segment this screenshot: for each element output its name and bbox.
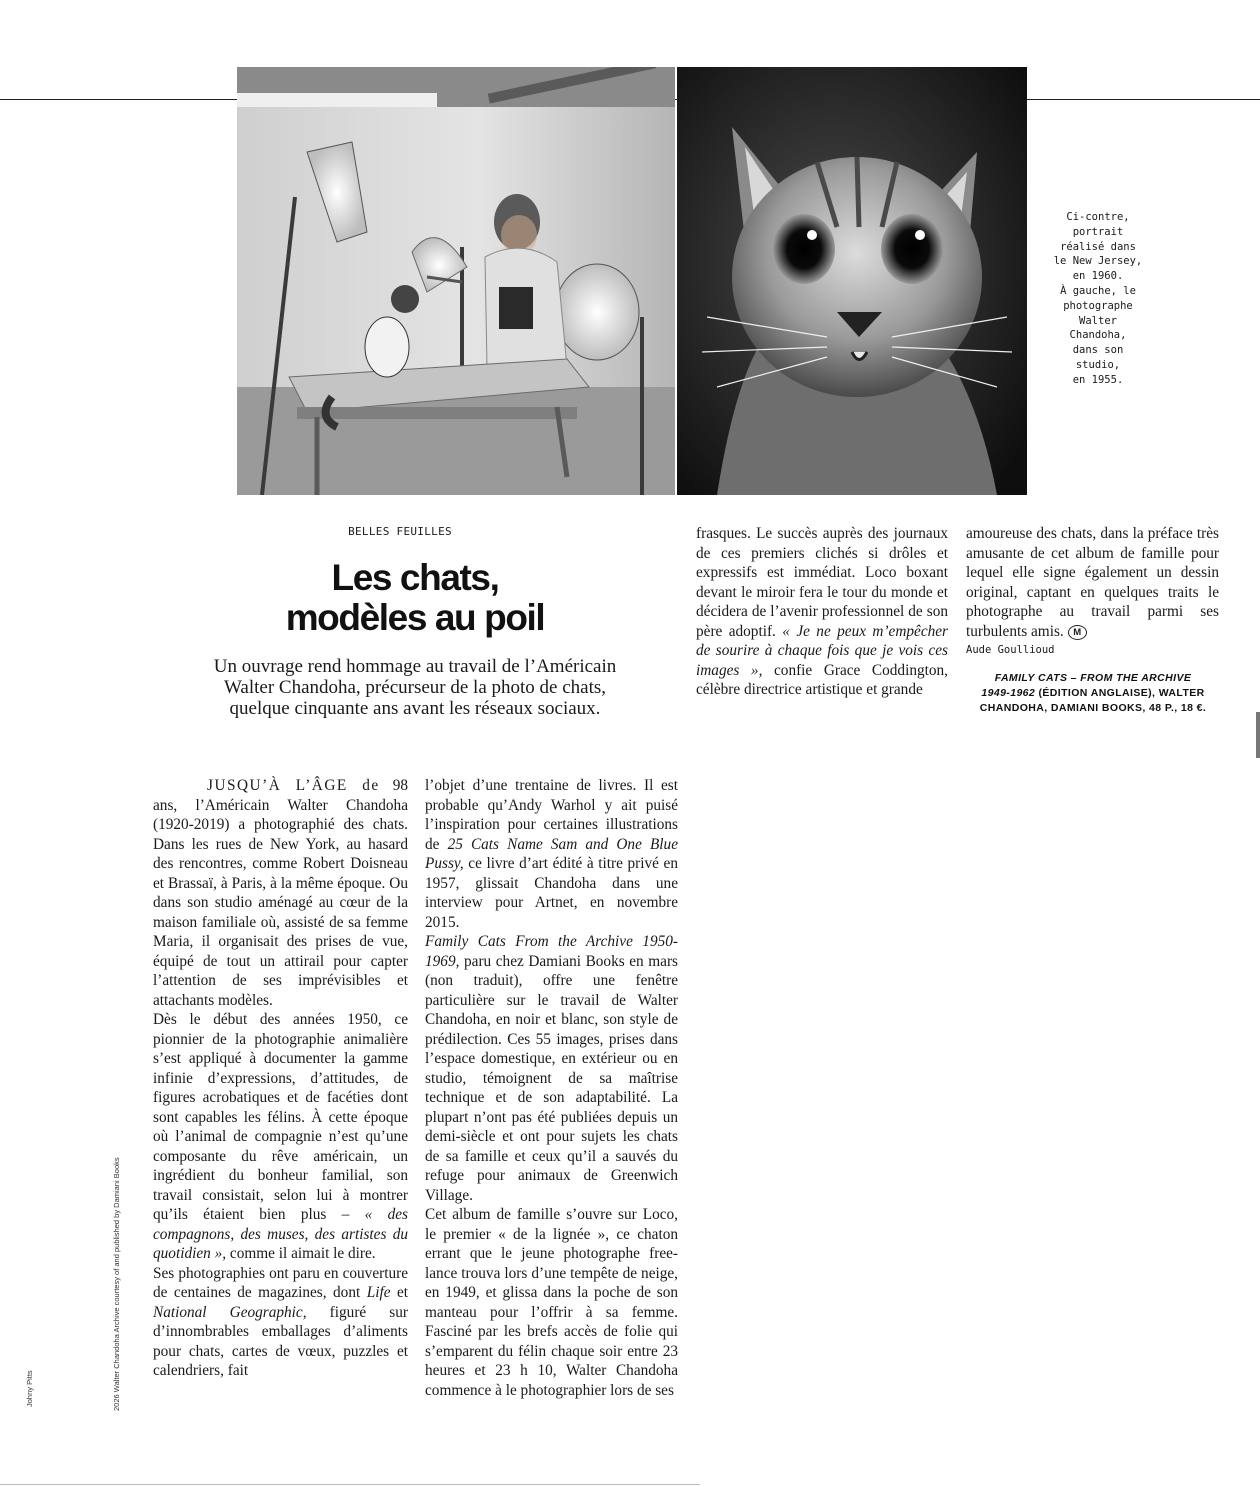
photo-credit-photographer: Johny Pitts (25, 1370, 34, 1407)
caption-line: en 1955. (1072, 373, 1124, 386)
body-paragraph: Ses photographies ont paru en couverture de centaines de magazines, dont Life et National Geographic, figuré sur d’innombrables emballages d’aliments pour chats, cartes de vœux, puzzles et calendriers, fait (153, 1264, 408, 1379)
page-edge-tab (1256, 712, 1260, 758)
caption-line: studio, (1075, 358, 1121, 371)
quote: « Je ne peux m’empêcher de sourire à chaque fois que je vois ces images », (696, 622, 948, 679)
body-paragraph: Cet album de famille s’ouvre sur Loco, le premier « de la lignée », ce chaton errant que le jeune photographe free-lance trouva lors d’une tempête de neige, en 1949, et glissa dans la poche de son manteau pour l’offrir à sa femme. Fasciné par les brefs accès de folie qui s’emparent du félin chaque soir entre 23 heures et 23 h 10, Walter Chandoha commence à le photographier lors de ses (425, 1206, 678, 1399)
caption-line: Walter (1079, 314, 1117, 327)
caption-line: dans son (1072, 344, 1124, 357)
caption-line: en 1960. (1072, 270, 1124, 283)
standfirst-line-2: Walter Chandoha, précurseur de la photo de chats, (223, 677, 607, 698)
body-column-1 (153, 776, 408, 1381)
title-line-1: Les chats, (331, 557, 499, 598)
book-reference: FAMILY CATS – FROM THE ARCHIVE 1949-1962 (ÉDITION ANGLAISE), WALTER CHANDOHA, DAMIANI BOOKS, 48 P., 18 €. (979, 672, 1207, 714)
title-line-2: modèles au poil (285, 597, 545, 638)
body-paragraph: Family Cats From the Archive 1950-1969, paru chez Damiani Books en mars (non traduit), offre une fenêtre particulière sur le travail de Walter Chandoha, en noir et blanc, son style de prédilection. Ces 55 images, prises dans l’espace domestique, en extérieur ou en studio, témoignent de sa maîtrise technique et de son adaptabilité. La plupart n’ont pas été publiées depuis un demi-siècle et ont pour sujets les chats de sa famille et ceux qu’il a sauvés du refuge pour animaux de Greenwich Village. (425, 933, 679, 1204)
author-byline: Aude Goullioud (966, 644, 1055, 656)
section-rubric: BELLES FEUILLES (348, 525, 452, 538)
caption-line: Ci-contre, (1066, 211, 1130, 223)
caption-line: photographe (1063, 299, 1133, 312)
body-column-2 (425, 776, 678, 1400)
body-paragraph: l’objet d’une trentaine de livres. Il est probable qu’Andy Warhol y ait puisé l’inspiration pour certaines illustrations de 25 Cats Name Sam and One Blue Pussy, ce livre d’art édité à titre privé en 1957, glissait Chandoha dans une interview pour Artnet, en novembre 2015. (425, 777, 678, 931)
caption-line: réalisé dans (1060, 240, 1136, 253)
standfirst-line-1: Un ouvrage rend hommage au travail de l’Américain (213, 656, 617, 677)
body-paragraph: amoureuse des chats, dans la préface très amusante de cet album de famille pour lequel elle signe également un dessin original, captant en quelques traits le photographe au travail parmi ses turbulents amis. M (966, 525, 1219, 640)
caption-line: À gauche, le (1060, 284, 1136, 297)
book-title: Family Cats From the Archive 1950-1969, (425, 933, 678, 970)
standfirst-line-3: quelque cinquante ans avant les réseaux sociaux. (229, 698, 601, 719)
studio-photo (237, 67, 675, 495)
caption-line: portrait (1072, 225, 1124, 238)
caption-line: Chandoha, (1069, 329, 1127, 342)
body-paragraph: Dès le début des années 1950, ce pionnier de la photographie animalière s’est appliqué à documenter la gamme infinie d’expressions, d’attitudes, de figures acrobatiques et de facéties dont sont capables les félins. À cette époque où l’animal de compagnie n’est qu’une composante du rêve américain, un ingrédient du bonheur familial, son travail consistait, selon lui à montrer qu’ils étaient bien plus – « des compagnons, des muses, des artistes du quotidien », comme il aimait le dire. (153, 1011, 408, 1262)
body-column-3 (696, 524, 948, 700)
lead-in: JUSQU’À L’ÂGE de (207, 777, 380, 794)
body-paragraph: frasques. Le succès auprès des journaux de ces premiers clichés si drôles et expressifs est immédiat. Loco boxant devant le miroir fera le tour du monde et décidera de l’avenir professionnel de son père adoptif. « Je ne peux m’empêcher de sourire à chaque fois que je vois ces images », confie Grace Coddington, célèbre directrice artistique et grande (696, 525, 948, 698)
photo-caption (1040, 210, 1156, 388)
quote: « des compagnons, des muses, des artistes du quotidien », (153, 1206, 408, 1262)
article-standfirst (180, 656, 650, 719)
photo-credit-archive: 2026 Walter Chandoha Archive courtesy of and published by Damiani Books (112, 1157, 121, 1411)
caption-line: le New Jersey, (1053, 255, 1143, 268)
article-title (218, 558, 612, 638)
end-of-article-icon: M (1068, 625, 1087, 640)
cat-portrait-photo (677, 67, 1027, 495)
body-column-4 (966, 524, 1219, 658)
bottom-rule (0, 1484, 700, 1485)
book-title: 25 Cats Name Sam and One Blue Pussy, (425, 835, 678, 872)
body-paragraph: JUSQU’À L’ÂGE de 98 ans, l’Américain Walter Chandoha (1920-2019) a photographié des chats. Dans les rues de New York, au hasard des rencontres, comme Robert Doisneau et Brassaï, à Paris, à la même époque. Ou dans son studio aménagé au cœur de la maison familiale où, assisté de sa femme Maria, il organisait des prises de vue, équipé de tout un attirail pour capter l’attention de ses imprévisibles et attachants modèles. (153, 777, 408, 1009)
